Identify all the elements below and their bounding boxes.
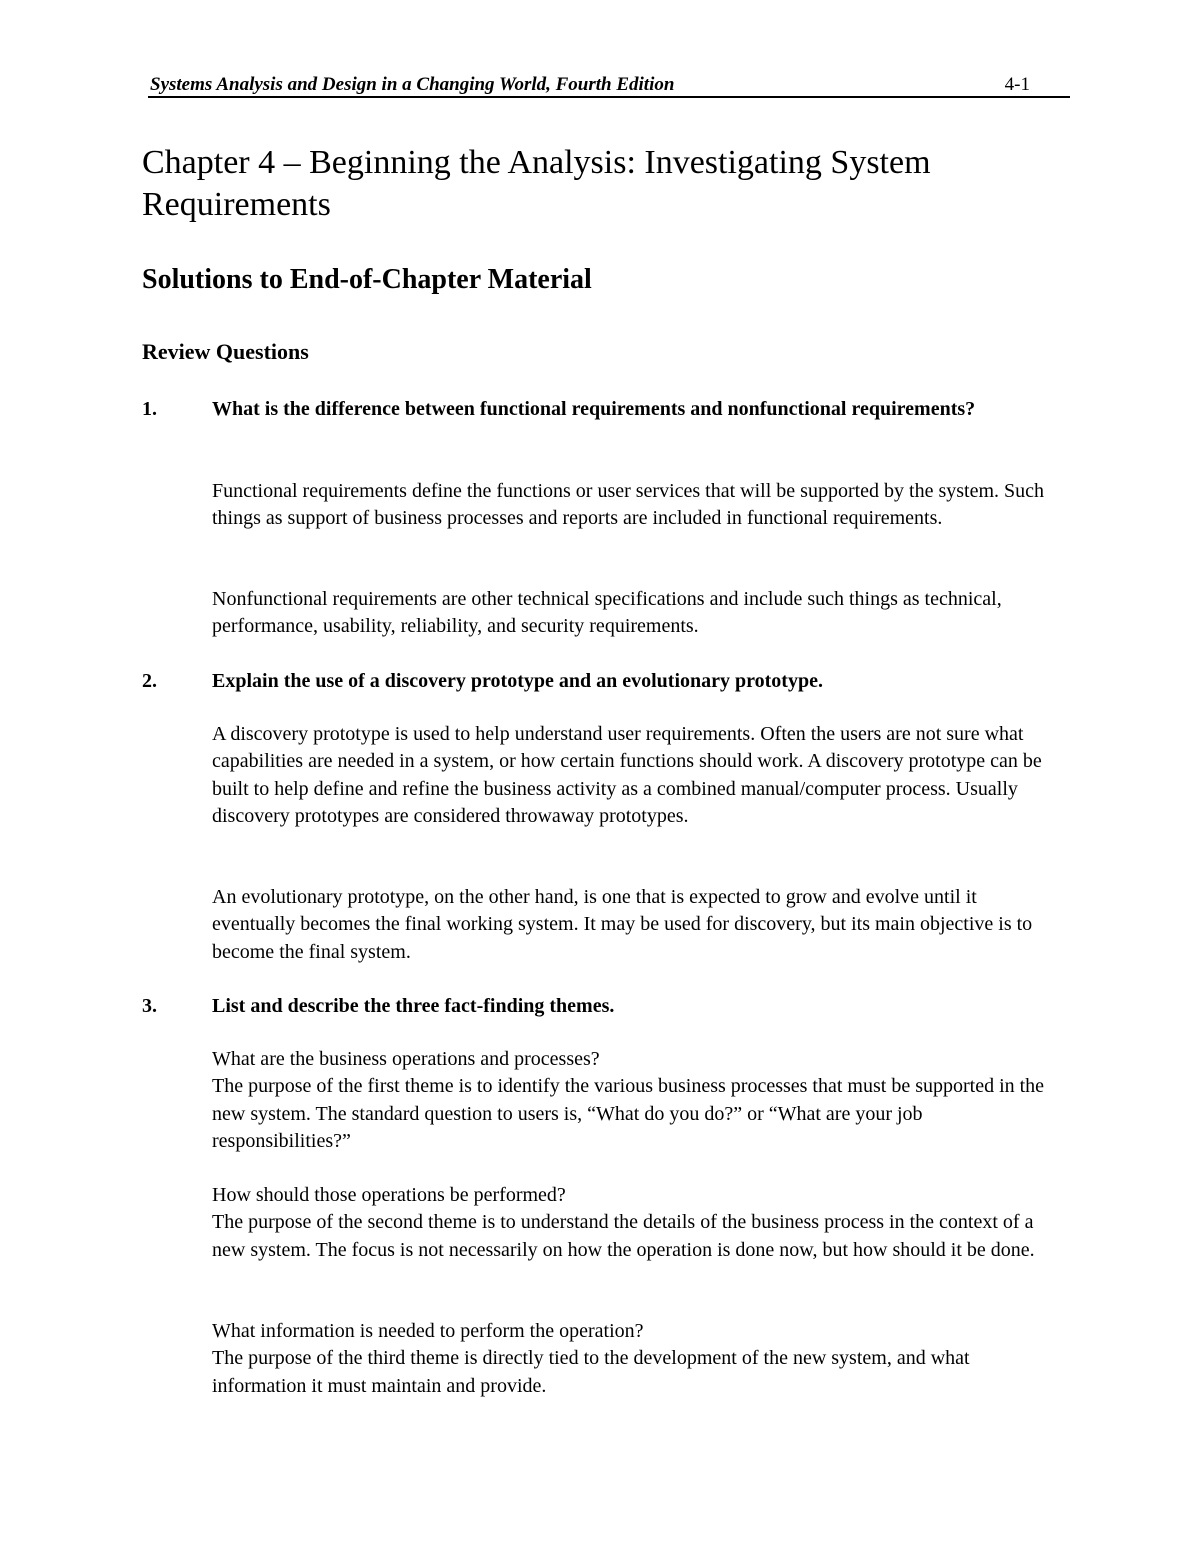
theme-question: What information is needed to perform the operation? (212, 1320, 644, 1342)
answer-paragraph: A discovery prototype is used to help understand user requirements. Often the users are not sure what capabilities are needed in a system, or how certain functions should work. A discovery prototype can be built to help define and refine the business activity as a combined manual/computer process. Usually discovery prototypes are considered throwaway prototypes. (212, 723, 1042, 827)
answer-paragraph: Nonfunctional requirements are other technical specifications and include such things as technical, performance, usability, reliability, and security requirements. (212, 588, 1002, 638)
section-title: Solutions to End-of-Chapter Material (142, 264, 592, 295)
running-header (148, 72, 1070, 98)
subsection-title: Review Questions (142, 339, 309, 364)
theme-question: What are the business operations and processes? (212, 1048, 600, 1070)
question-number: 3. (142, 995, 157, 1017)
theme-question: How should those operations be performed? (212, 1184, 566, 1206)
theme-answer: The purpose of the second theme is to understand the details of the business process in the context of a new system. The focus is not necessarily on how the operation is done now, but how should it be done. (212, 1211, 1035, 1261)
answer-paragraph: An evolutionary prototype, on the other hand, is one that is expected to grow and evolve until it eventually becomes the final working system. It may be used for discovery, but its main objective is to become the final system. (212, 886, 1033, 963)
theme-block (212, 1182, 1062, 1264)
theme-block (212, 1046, 1062, 1155)
question-number: 2. (142, 670, 157, 692)
question-text: Explain the use of a discovery prototype and an evolutionary prototype. (212, 670, 823, 692)
question-number: 1. (142, 398, 157, 420)
page-number: 4-1 (1004, 74, 1030, 95)
running-title: Systems Analysis and Design in a Changing World, Fourth Edition (150, 74, 675, 95)
theme-block (212, 1318, 1062, 1400)
chapter-title: Chapter 4 – Beginning the Analysis: Investigating System Requirements (142, 144, 931, 223)
question-text: What is the difference between functional requirements and nonfunctional requirements? (212, 398, 976, 420)
theme-answer: The purpose of the third theme is directly tied to the development of the new system, and what information it must maintain and provide. (212, 1347, 970, 1397)
answer-paragraph: Functional requirements define the functions or user services that will be supported by the system. Such things as support of business processes and reports are included in functional requirements. (212, 480, 1045, 530)
question-text: List and describe the three fact-finding themes. (212, 995, 615, 1017)
theme-answer: The purpose of the first theme is to identify the various business processes that must be supported in the new system. The standard question to users is, “What do you do?” or “What are your job responsibilities?” (212, 1075, 1045, 1152)
